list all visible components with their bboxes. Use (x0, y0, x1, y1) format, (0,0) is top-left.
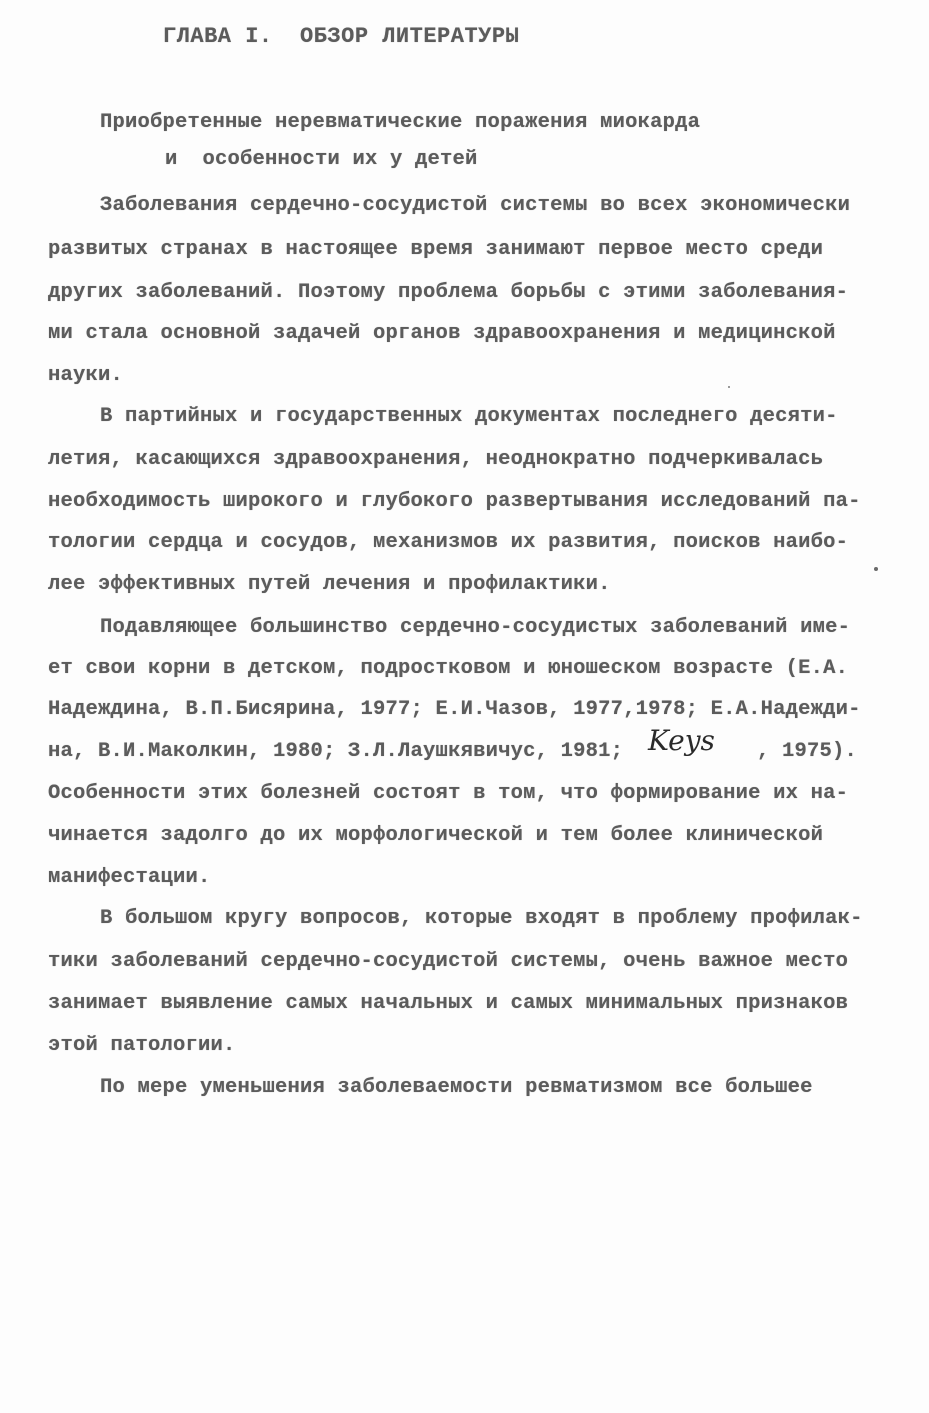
text-line: чинается задолго до их морфологической и тем более клинической (48, 824, 824, 847)
text-line: тики заболеваний сердечно-сосудистой системы, очень важное место (48, 950, 849, 973)
text-line: Подавляющее большинство сердечно-сосудистых заболеваний име- (100, 616, 851, 639)
handwritten-citation: Keys (648, 724, 715, 757)
text-line: на, В.И.Маколкин, 1980; З.Л.Лаушкявичус, 1981; (48, 740, 624, 763)
section-title-line-2: и особенности их у детей (165, 148, 478, 171)
text-line: В партийных и государственных документах последнего десяти- (100, 405, 838, 428)
text-line: , 1975). (757, 740, 858, 763)
text-line: необходимость широкого и глубокого развертывания исследований па- (48, 490, 861, 513)
text-line: По мере уменьшения заболеваемости ревматизмом все большее (100, 1076, 813, 1099)
text-line: тологии сердца и сосудов, механизмов их развития, поисков наибо- (48, 531, 849, 554)
section-title-line-1: Приобретенные неревматические поражения миокарда (100, 111, 701, 134)
text-line: Особенности этих болезней состоят в том, что формирование их на- (48, 782, 849, 805)
text-line: лее эффективных путей лечения и профилактики. (48, 573, 611, 596)
chapter-title: ГЛАВА I. ОБЗОР ЛИТЕРАТУРЫ (163, 24, 520, 49)
text-line: ми стала основной задачей органов здравоохранения и медицинской (48, 322, 836, 345)
text-line: манифестации. (48, 866, 211, 889)
text-line: летия, касающихся здравоохранения, неоднократно подчеркивалась (48, 448, 824, 471)
text-line: этой патологии. (48, 1034, 236, 1057)
text-line: развитых странах в настоящее время занимают первое место среди (48, 238, 824, 261)
stray-mark (874, 567, 878, 571)
text-line: В большом кругу вопросов, которые входят в проблему профилак- (100, 907, 863, 930)
scan-speck (728, 386, 730, 388)
text-line: других заболеваний. Поэтому проблема борьбы с этими заболевания- (48, 281, 849, 304)
text-line: занимает выявление самых начальных и самых минимальных признаков (48, 992, 849, 1015)
text-line: науки. (48, 364, 124, 387)
text-line: Надеждина, В.П.Бисярина, 1977; Е.И.Чазов, 1977,1978; Е.А.Надежди- (48, 698, 861, 721)
text-line: Заболевания сердечно-сосудистой системы во всех экономически (100, 194, 851, 217)
text-line: ет свои корни в детском, подростковом и юношеском возрасте (Е.А. (48, 657, 849, 680)
